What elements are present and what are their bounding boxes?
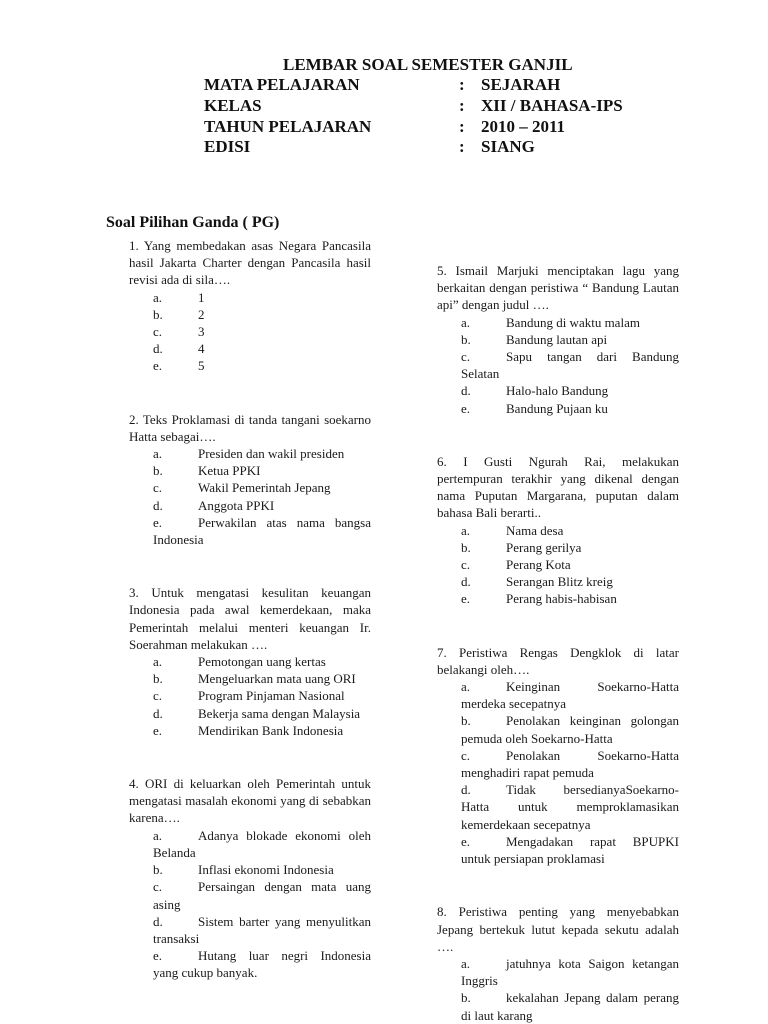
question-text: 6. I Gusti Ngurah Rai, melakukan pertempuran terakhir yang dikenal dengan nama Puputan Margarana, puputan dalam bahasa Bali berarti.. bbox=[437, 453, 679, 521]
option-text: Sapu tangan dari Bandung Selatan bbox=[461, 349, 679, 382]
question-text: 5. Ismail Marjuki menciptakan lagu yang berkaitan dengan peristiwa “ Bandung Lautan api” dengan judul …. bbox=[437, 263, 679, 313]
option-letter: b. bbox=[153, 463, 163, 479]
option-text: Persaingan dengan mata uang asing bbox=[153, 879, 371, 912]
option-text: Bandung di waktu malam bbox=[506, 314, 640, 330]
option-e bbox=[437, 833, 679, 867]
option-a bbox=[129, 827, 371, 861]
option-text: Bekerja sama dengan Malaysia bbox=[198, 705, 361, 721]
option-letter: e. bbox=[153, 722, 163, 738]
header-sep-subject: : bbox=[459, 75, 465, 94]
option-text: 1 bbox=[198, 289, 205, 305]
option-d bbox=[129, 340, 371, 357]
right-column bbox=[437, 262, 679, 1024]
option-letter: a. bbox=[461, 679, 471, 695]
option-d bbox=[129, 497, 371, 514]
option-letter: e. bbox=[461, 591, 471, 607]
option-text: 3 bbox=[198, 324, 205, 340]
question-3 bbox=[129, 584, 371, 739]
option-letter: d. bbox=[461, 574, 471, 590]
option-d bbox=[437, 781, 679, 833]
question-7 bbox=[437, 644, 679, 868]
question-text: 4. ORI di keluarkan oleh Pemerintah untuk mengatasi masalah ekonomi yang di sebabkan karena…. bbox=[129, 776, 371, 826]
option-letter: a. bbox=[461, 314, 471, 330]
header-label-class: KELAS bbox=[204, 96, 262, 115]
option-letter: a. bbox=[461, 955, 471, 971]
option-text: Perang gerilya bbox=[506, 539, 582, 555]
option-a bbox=[129, 653, 371, 670]
option-text: Serangan Blitz kreig bbox=[506, 574, 613, 590]
question-text: 7. Peristiwa Rengas Dengklok di latar belakangi oleh…. bbox=[437, 644, 679, 677]
option-b bbox=[129, 670, 371, 687]
option-text: Sistem barter yang menyulitkan transaksi bbox=[153, 913, 371, 946]
option-b bbox=[129, 306, 371, 323]
option-e bbox=[129, 722, 371, 739]
option-text: 4 bbox=[198, 341, 205, 357]
header-sep-class: : bbox=[459, 96, 465, 115]
option-text: kekalahan Jepang dalam perang di laut karang bbox=[461, 990, 679, 1023]
option-letter: e. bbox=[153, 358, 163, 374]
header-value-edition: SIANG bbox=[481, 137, 535, 156]
section-title: Soal Pilihan Ganda ( PG) bbox=[106, 214, 280, 231]
option-letter: d. bbox=[153, 913, 163, 929]
option-text: Mengadakan rapat BPUPKI untuk persiapan proklamasi bbox=[461, 833, 679, 867]
option-text: Inflasi ekonomi Indonesia bbox=[198, 862, 334, 878]
option-e bbox=[129, 357, 371, 374]
option-letter: b. bbox=[153, 671, 163, 687]
option-a bbox=[437, 522, 679, 539]
option-letter: c. bbox=[461, 349, 471, 365]
option-letter: a. bbox=[461, 522, 471, 538]
option-d bbox=[129, 913, 371, 947]
option-letter: d. bbox=[461, 383, 471, 399]
option-letter: e. bbox=[461, 400, 471, 416]
option-b bbox=[129, 861, 371, 878]
option-d bbox=[129, 705, 371, 722]
option-letter: b. bbox=[461, 539, 471, 555]
option-letter: c. bbox=[461, 557, 471, 573]
option-text: Mengeluarkan mata uang ORI bbox=[198, 671, 356, 687]
option-letter: a. bbox=[153, 827, 163, 843]
option-d bbox=[437, 573, 679, 590]
option-letter: a. bbox=[153, 654, 163, 670]
question-text: 2. Teks Proklamasi di tanda tangani soekarno Hatta sebagai…. bbox=[129, 411, 371, 444]
option-c bbox=[437, 747, 679, 781]
option-b bbox=[437, 989, 679, 1023]
option-b bbox=[437, 712, 679, 746]
question-text: 8. Peristiwa penting yang menyebabkan Jepang bertekuk lutut kepada sekutu adalah …. bbox=[437, 904, 679, 954]
option-text: Tidak bersedianyaSoekarno-Hatta untuk memproklamasikan kemerdekaan secepatnya bbox=[461, 782, 679, 832]
option-a bbox=[129, 445, 371, 462]
option-text: Bandung lautan api bbox=[506, 331, 608, 347]
question-text: 3. Untuk mengatasi kesulitan keuangan Indonesia pada awal kemerdekaan, maka Pemerintah melalui menteri keuangan Ir. Soerahman melakukan …. bbox=[129, 585, 371, 652]
option-letter: b. bbox=[461, 713, 471, 729]
option-letter: e. bbox=[153, 514, 163, 530]
option-letter: c. bbox=[153, 879, 163, 895]
question-text: 1. Yang membedakan asas Negara Pancasila hasil Jakarta Charter dengan Pancasila hasil revisi ada di sila…. bbox=[129, 238, 371, 288]
option-text: Perang habis-habisan bbox=[506, 591, 617, 607]
option-text: Perang Kota bbox=[506, 557, 571, 573]
option-text: Pemotongan uang kertas bbox=[198, 654, 326, 670]
option-text: Keinginan Soekarno-Hatta merdeka secepatnya bbox=[461, 679, 679, 712]
option-e bbox=[129, 514, 371, 548]
header-value-year: 2010 – 2011 bbox=[481, 117, 566, 136]
document-title: LEMBAR SOAL SEMESTER GANJIL bbox=[283, 55, 573, 74]
option-d bbox=[437, 382, 679, 399]
option-c bbox=[437, 556, 679, 573]
option-text: 5 bbox=[198, 358, 205, 374]
option-letter: c. bbox=[153, 688, 163, 704]
option-letter: b. bbox=[461, 990, 471, 1006]
option-b bbox=[437, 539, 679, 556]
option-letter: b. bbox=[153, 306, 163, 322]
option-c bbox=[129, 323, 371, 340]
option-text: Bandung Pujaan ku bbox=[506, 400, 608, 416]
option-c bbox=[129, 479, 371, 496]
option-c bbox=[129, 878, 371, 912]
option-text: Wakil Pemerintah Jepang bbox=[198, 480, 331, 496]
option-text: Adanya blokade ekonomi oleh Belanda bbox=[153, 827, 371, 860]
option-letter: c. bbox=[153, 480, 163, 496]
option-b bbox=[437, 331, 679, 348]
option-c bbox=[437, 348, 679, 382]
option-letter: b. bbox=[461, 331, 471, 347]
header-label-edition: EDISI bbox=[204, 137, 251, 156]
option-text: Penolakan Soekarno-Hatta menghadiri rapat pemuda bbox=[461, 747, 679, 781]
option-letter: d. bbox=[461, 782, 471, 798]
option-letter: d. bbox=[153, 341, 163, 357]
option-text: Hutang luar negri Indonesia yang cukup banyak. bbox=[153, 948, 371, 981]
left-column bbox=[129, 237, 371, 982]
option-letter: d. bbox=[153, 497, 163, 513]
option-text: Anggota PPKI bbox=[198, 497, 275, 513]
option-letter: c. bbox=[461, 747, 471, 763]
option-text: Mendirikan Bank Indonesia bbox=[198, 722, 344, 738]
question-6 bbox=[437, 453, 679, 608]
option-a bbox=[437, 955, 679, 989]
option-a bbox=[437, 314, 679, 331]
option-text: Presiden dan wakil presiden bbox=[198, 446, 345, 462]
option-text: 2 bbox=[198, 306, 205, 322]
question-5 bbox=[437, 262, 679, 417]
option-letter: e. bbox=[153, 948, 163, 964]
question-4 bbox=[129, 775, 371, 981]
option-a bbox=[437, 678, 679, 712]
option-letter: e. bbox=[461, 833, 471, 849]
option-text: Penolakan keinginan golongan pemuda oleh Soekarno-Hatta bbox=[461, 713, 679, 746]
header-label-subject: MATA PELAJARAN bbox=[204, 75, 360, 94]
option-letter: c. bbox=[153, 324, 163, 340]
option-text: Ketua PPKI bbox=[198, 463, 261, 479]
option-text: Nama desa bbox=[506, 522, 564, 538]
question-8 bbox=[437, 903, 679, 1023]
option-e bbox=[437, 400, 679, 417]
option-letter: b. bbox=[153, 862, 163, 878]
option-b bbox=[129, 462, 371, 479]
header-sep-edition: : bbox=[459, 137, 465, 156]
header-sep-year: : bbox=[459, 117, 465, 136]
option-letter: a. bbox=[153, 289, 163, 305]
option-letter: d. bbox=[153, 705, 163, 721]
question-1 bbox=[129, 237, 371, 375]
option-e bbox=[129, 947, 371, 981]
option-e bbox=[437, 590, 679, 607]
option-a bbox=[129, 289, 371, 306]
option-text: jatuhnya kota Saigon ketangan Inggris bbox=[461, 955, 679, 989]
header-value-subject: SEJARAH bbox=[481, 75, 561, 94]
header-label-year: TAHUN PELAJARAN bbox=[204, 117, 372, 136]
option-text: Halo-halo Bandung bbox=[506, 383, 609, 399]
option-text: Perwakilan atas nama bangsa Indonesia bbox=[153, 514, 371, 548]
option-letter: a. bbox=[153, 446, 163, 462]
option-c bbox=[129, 687, 371, 704]
option-text: Program Pinjaman Nasional bbox=[198, 688, 345, 704]
header-value-class: XII / BAHASA-IPS bbox=[481, 96, 623, 115]
question-2 bbox=[129, 411, 371, 549]
